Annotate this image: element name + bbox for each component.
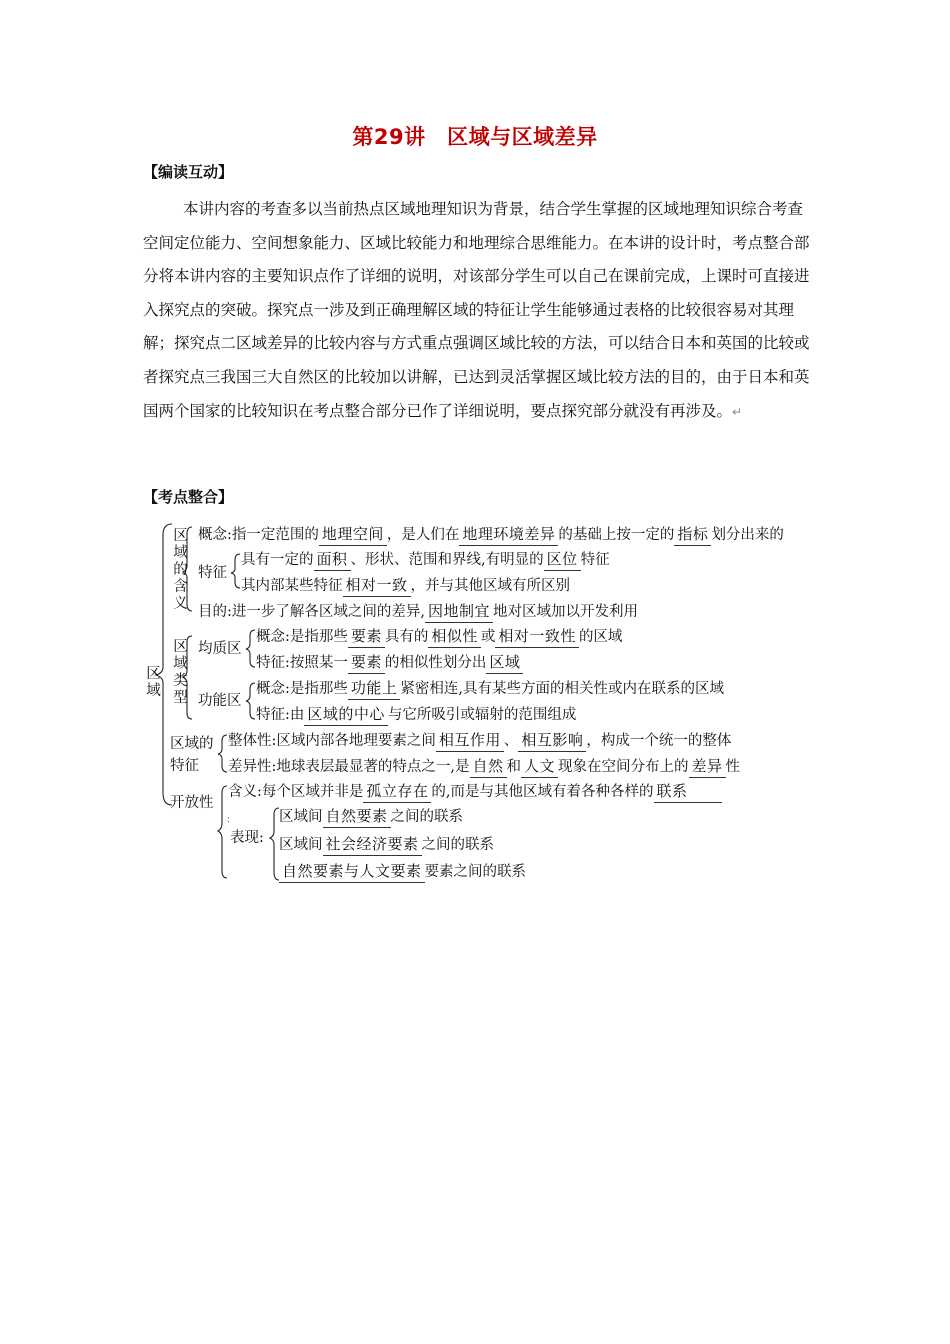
blank-local-conditions: 因地制宜 xyxy=(425,602,493,623)
bracket-functional xyxy=(246,683,255,719)
line-functional-trait: 特征:由 区域的中心 与它所吸引或辐射的范围组成 xyxy=(256,705,576,726)
section-heading-key-points: 【考点整合】 xyxy=(143,488,234,506)
line-uniform-trait: 特征:按照某一 要素 的相似性划分出 区域 xyxy=(256,653,523,674)
line-integrity: 整体性:区域内部各地理要素之间 相互作用 、 相互影响 ，构成一个统一的整体 xyxy=(228,731,731,752)
label-traits: 特征 xyxy=(198,565,227,581)
line-trait-1: 具有一定的 面积 、形状、范围和界线,有明显的 区位 特征 xyxy=(241,550,610,571)
line-show-2: 区域间 社会经济要素 之间的联系 xyxy=(279,835,494,856)
section-heading-editorial: 【编读互动】 xyxy=(143,163,234,181)
blank-difference: 差异 xyxy=(689,757,726,778)
bracket-openness xyxy=(218,786,227,878)
line-trait-2: 其内部某些特征 相对一致 ，并与其他区域有所区别 xyxy=(241,576,570,597)
label-features: 区域的特征 xyxy=(170,736,214,774)
line-uniform-concept: 概念:是指那些 要素 具有的 相似性 或 相对一致性 的区域 xyxy=(256,627,622,648)
label-show: 表现: xyxy=(230,830,264,846)
blank-indicator: 指标 xyxy=(674,525,711,546)
blank-function: 功能上 xyxy=(348,679,401,700)
blank-natural: 自然 xyxy=(470,757,507,778)
line-difference: 差异性:地球表层最显著的特点之一,是 自然 和 人文 现象在空间分布上的 差异 性 xyxy=(228,757,740,778)
root-label xyxy=(145,666,162,700)
line-purpose: 目的:进一步了解各区域之间的差异, 因地制宜 地对区域加以开发利用 xyxy=(198,602,638,623)
blank-element-2: 要素 xyxy=(348,653,385,674)
line-show-1: 区域间 自然要素 之间的联系 xyxy=(279,807,463,828)
bracket-show xyxy=(270,808,279,880)
blank-consistent: 相对一致 xyxy=(343,576,411,597)
label-meaning: 区域的含义 xyxy=(173,528,188,612)
label-openness: 开放性 xyxy=(170,795,214,811)
bracket-uniform xyxy=(246,630,255,667)
line-concept: 概念:指一定范围的 地理空间 ，是人们在 地理环境差异 的基础上按一定的 指标 划分出来的 xyxy=(198,525,784,546)
blank-isolated: 孤立存在 xyxy=(363,782,431,803)
line-functional-concept: 概念:是指那些 功能上 紧密相连,具有某些方面的相关性或内在联系的区域 xyxy=(256,679,724,700)
blank-region: 区域 xyxy=(486,653,523,674)
line-openness-meaning: 含义:每个区域并非是 孤立存在 的,而是与其他区域有着各种各样的 联系 xyxy=(228,782,722,803)
blank-socioeconomic: 社会经济要素 xyxy=(323,835,422,856)
blank-element: 要素 xyxy=(348,627,385,648)
blank-influence: 相互影响 xyxy=(518,731,586,752)
label-functional: 功能区 xyxy=(198,693,242,709)
label-uniform: 均质区 xyxy=(198,641,242,657)
blank-center: 区域的中心 xyxy=(304,705,388,726)
blank-natural-elements: 自然要素 xyxy=(323,807,391,828)
blank-human: 人文 xyxy=(521,757,558,778)
paragraph-mark: ↵ xyxy=(732,404,743,419)
blank-relative-consistency: 相对一致性 xyxy=(495,627,579,648)
bracket-traits xyxy=(231,554,240,588)
blank-env-diff: 地理环境差异 xyxy=(459,525,558,546)
root-text: 区域 xyxy=(146,666,161,699)
line-show-3: 自然要素与人文要素 要素之间的联系 xyxy=(279,862,526,883)
blank-interaction: 相互作用 xyxy=(436,731,504,752)
page-title: 第29讲 区域与区域差异 xyxy=(352,125,598,149)
blank-location: 区位 xyxy=(544,550,581,571)
label-types: 区域类型 xyxy=(173,639,188,706)
blank-connection: 联系 xyxy=(654,782,722,803)
blank-geo-space: 地理空间 xyxy=(319,525,387,546)
blank-natural-human: 自然要素与人文要素 xyxy=(279,862,425,883)
svg-text::: : xyxy=(227,815,231,825)
intro-text: 本讲内容的考查多以当前热点区域地理知识为背景，结合学生掌握的区域地理知识综合考查空间定位能力、空间想象能力、区域比较能力和地理综合思维能力。在本讲的设计时，考点整合部分将本讲内容的主要知识点作了详细的说明，对该部分学生可以自己在课前完成，上课时可直接进入探究点的突破。探究点一涉及到正确理解区域的特征让学生能够通过表格的比较很容易对其理解；探究点二区域差异的比较内容与方式重点强调区域比较的方法，可以结合日本和英国的比较或者探究点三我国三大自然区的比较加以讲解，已达到灵活掌握区域比较方法的目的，由于日本和英国两个国家的比较知识在考点整合部分已作了详细说明，要点探究部分就没有再涉及。 xyxy=(143,200,810,420)
blank-similarity: 相似性 xyxy=(428,627,481,648)
blank-area: 面积 xyxy=(314,550,351,571)
